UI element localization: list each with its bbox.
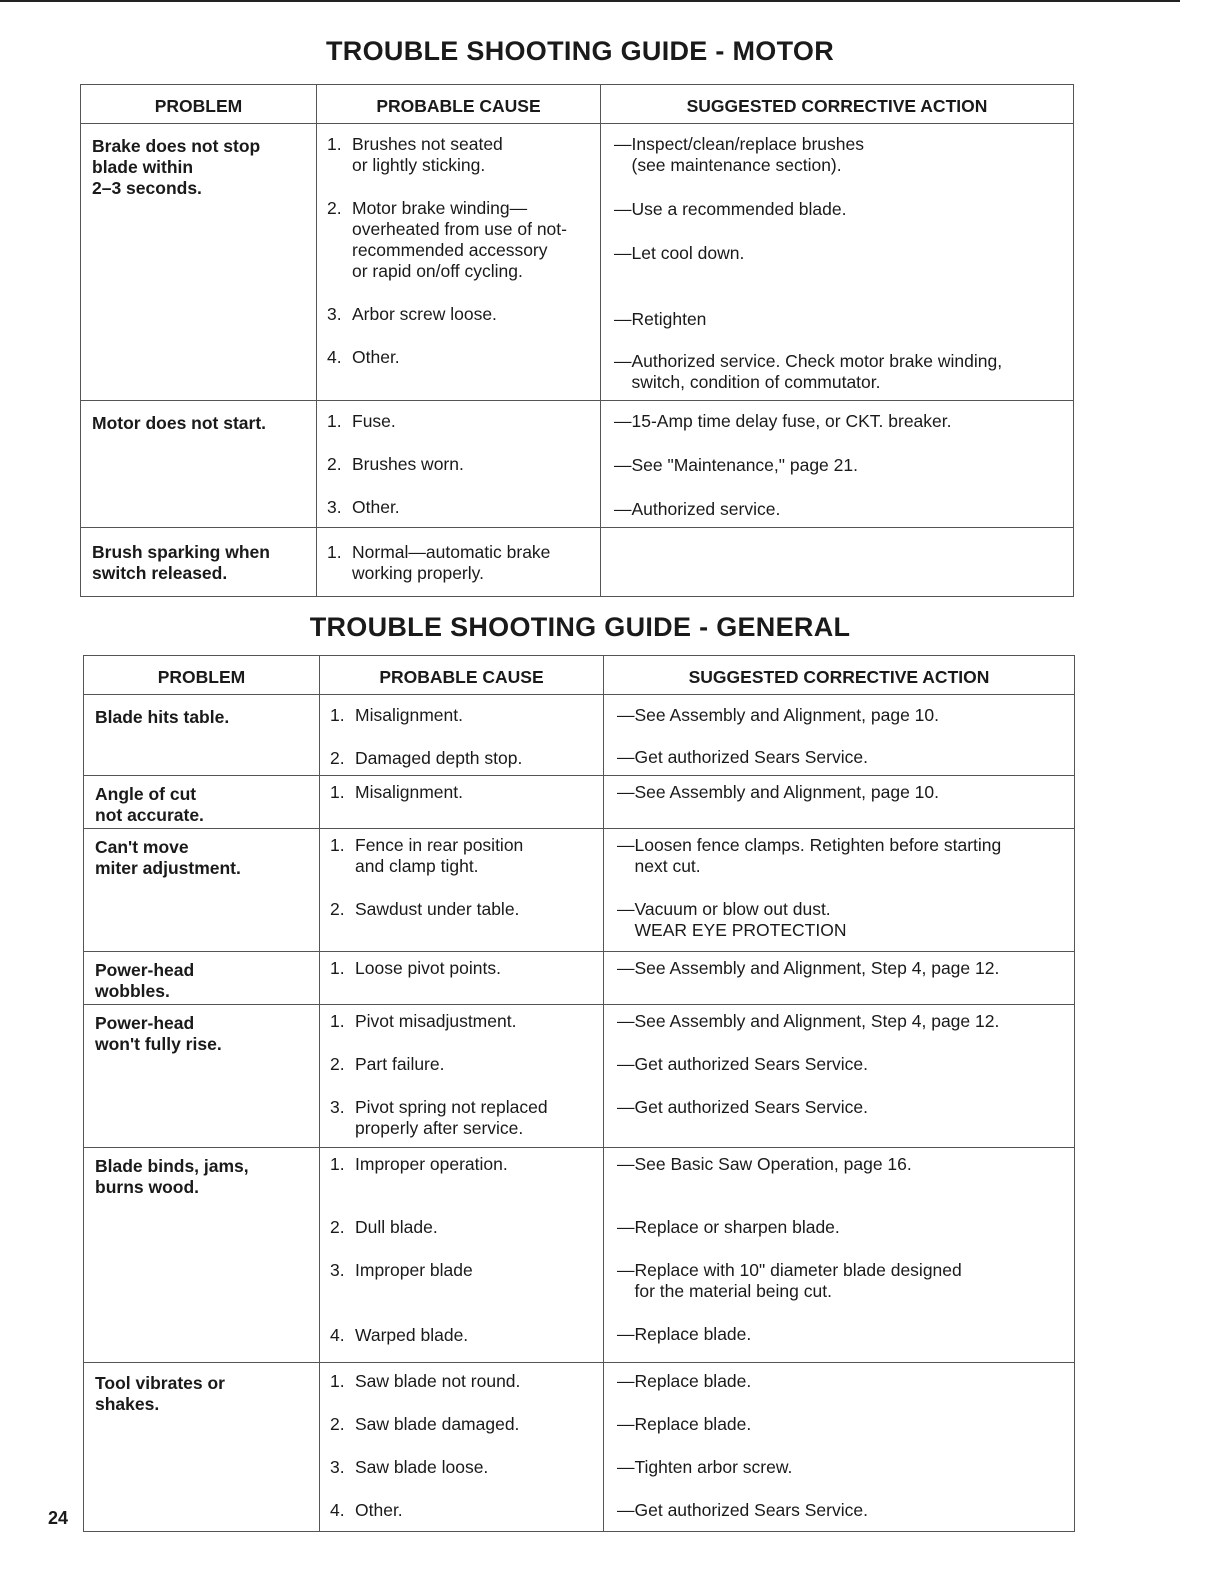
cause-text: Dull blade. <box>355 1217 438 1237</box>
cause-number: 2. <box>327 454 342 474</box>
cause-item <box>327 454 594 475</box>
cause-text: Misalignment. <box>355 782 463 802</box>
action-dash: — <box>617 1097 635 1117</box>
action-item <box>617 1097 1068 1118</box>
action-item <box>617 1260 1068 1302</box>
cause-text: Brushes not seated or lightly sticking. <box>352 134 503 175</box>
cause-text: Warped blade. <box>355 1325 469 1345</box>
cause-item <box>330 1054 597 1075</box>
cause-text: Pivot misadjustment. <box>355 1011 517 1031</box>
table-row <box>84 695 1075 776</box>
table-row <box>81 528 1074 597</box>
table-row <box>84 1005 1075 1148</box>
general-table <box>83 655 1075 1532</box>
action-text: Inspect/clean/replace brushes (see maintenance section). <box>631 134 864 175</box>
action-dash: — <box>617 835 635 855</box>
motor-header-action: SUGGESTED CORRECTIVE ACTION <box>601 85 1074 124</box>
cause-item <box>330 748 597 769</box>
action-text: Let cool down. <box>631 243 745 263</box>
action-text: Tighten arbor screw. <box>634 1457 793 1477</box>
motor-header-problem: PROBLEM <box>81 85 317 124</box>
action-item <box>614 134 1067 176</box>
action-item <box>614 499 1067 520</box>
action-text: Replace blade. <box>634 1324 752 1344</box>
cause-number: 1. <box>327 542 342 562</box>
action-dash: — <box>617 1011 635 1031</box>
cause-item <box>327 304 594 325</box>
action-item <box>617 1324 1068 1345</box>
table-row <box>84 1363 1075 1532</box>
action-dash: — <box>614 243 632 263</box>
action-dash: — <box>614 455 632 475</box>
action-text: See Assembly and Alignment, page 10. <box>634 782 940 802</box>
action-text: Get authorized Sears Service. <box>634 1054 868 1074</box>
cause-number: 3. <box>330 1260 345 1280</box>
action-text: See "Maintenance," page 21. <box>631 455 858 475</box>
motor-header-row <box>81 85 1074 124</box>
cause-item <box>330 899 597 920</box>
cause-item <box>330 1325 597 1346</box>
problem-text: Power-head wobbles. <box>95 960 195 1001</box>
cause-item <box>330 1260 597 1281</box>
general-header-problem: PROBLEM <box>84 656 320 695</box>
action-text: Use a recommended blade. <box>631 199 847 219</box>
action-item <box>617 1457 1068 1478</box>
action-dash: — <box>617 899 635 919</box>
action-text: Authorized service. <box>631 499 781 519</box>
action-dash: — <box>617 1054 635 1074</box>
cause-item <box>330 1371 597 1392</box>
action-text: Retighten <box>631 309 707 329</box>
action-item <box>617 1500 1068 1521</box>
problem-text: Angle of cut not accurate. <box>95 784 204 825</box>
problem-text: Brake does not stop blade within 2–3 seconds. <box>92 136 261 198</box>
table-row <box>84 952 1075 1005</box>
action-text: See Assembly and Alignment, Step 4, page 12. <box>634 958 1000 978</box>
motor-table <box>80 84 1074 597</box>
action-item <box>617 782 1068 803</box>
motor-section-title: TROUBLE SHOOTING GUIDE - MOTOR <box>326 36 834 66</box>
action-text: Get authorized Sears Service. <box>634 1500 868 1520</box>
action-dash: — <box>617 1371 635 1391</box>
cause-number: 3. <box>327 497 342 517</box>
action-item <box>614 309 1067 330</box>
cause-item <box>330 1011 597 1032</box>
cause-text: Fence in rear position and clamp tight. <box>355 835 524 876</box>
action-dash: — <box>617 1324 635 1344</box>
problem-text: Can't move miter adjustment. <box>95 837 241 878</box>
action-item <box>614 199 1067 220</box>
action-item <box>617 958 1068 979</box>
cause-item <box>327 134 594 176</box>
action-item <box>617 1011 1068 1032</box>
action-dash: — <box>617 1260 635 1280</box>
cause-text: Other. <box>352 347 400 367</box>
action-dash: — <box>617 747 635 767</box>
table-row <box>81 124 1074 401</box>
cause-item <box>330 1457 597 1478</box>
cause-number: 3. <box>327 304 342 324</box>
cause-text: Arbor screw loose. <box>352 304 497 324</box>
action-text: See Assembly and Alignment, page 10. <box>634 705 940 725</box>
cause-number: 2. <box>327 198 342 218</box>
action-dash: — <box>617 1500 635 1520</box>
motor-header-cause: PROBABLE CAUSE <box>317 85 601 124</box>
action-item <box>614 243 1067 264</box>
action-dash: — <box>617 958 635 978</box>
action-item <box>614 411 1067 432</box>
cause-number: 4. <box>327 347 342 367</box>
action-text: Get authorized Sears Service. <box>634 747 868 767</box>
table-row <box>84 1148 1075 1363</box>
action-item <box>617 835 1068 877</box>
action-dash: — <box>614 411 632 431</box>
cause-item <box>330 1500 597 1521</box>
cause-item <box>330 958 597 979</box>
cause-item <box>330 1217 597 1238</box>
cause-number: 4. <box>330 1500 345 1520</box>
cause-text: Sawdust under table. <box>355 899 520 919</box>
action-text: Replace blade. <box>634 1414 752 1434</box>
action-item <box>617 1054 1068 1075</box>
action-dash: — <box>617 782 635 802</box>
cause-number: 1. <box>330 705 345 725</box>
action-text: 15-Amp time delay fuse, or CKT. breaker. <box>631 411 952 431</box>
cause-text: Part failure. <box>355 1054 445 1074</box>
action-text: Vacuum or blow out dust. WEAR EYE PROTECTION <box>634 899 847 940</box>
problem-text: Brush sparking when switch released. <box>92 542 270 583</box>
cause-item <box>327 411 594 432</box>
cause-item <box>330 782 597 803</box>
cause-number: 1. <box>330 1371 345 1391</box>
action-dash: — <box>617 705 635 725</box>
cause-text: Misalignment. <box>355 705 463 725</box>
general-section-title: TROUBLE SHOOTING GUIDE - GENERAL <box>309 612 851 642</box>
problem-text: Tool vibrates or shakes. <box>95 1373 225 1414</box>
cause-item <box>330 705 597 726</box>
cause-number: 1. <box>330 835 345 855</box>
action-item <box>617 899 1068 941</box>
cause-text: Other. <box>355 1500 403 1520</box>
cause-number: 1. <box>330 1154 345 1174</box>
action-text: Get authorized Sears Service. <box>634 1097 868 1117</box>
problem-text: Power-head won't fully rise. <box>95 1013 222 1054</box>
cause-text: Improper blade <box>355 1260 473 1280</box>
cause-text: Other. <box>352 497 400 517</box>
cause-number: 2. <box>330 1414 345 1434</box>
action-item <box>617 1154 1068 1175</box>
cause-number: 2. <box>330 748 345 768</box>
cause-number: 1. <box>330 782 345 802</box>
general-header-cause: PROBABLE CAUSE <box>320 656 604 695</box>
action-dash: — <box>614 351 632 371</box>
cause-item <box>330 1414 597 1435</box>
action-text: Replace or sharpen blade. <box>634 1217 840 1237</box>
cause-item <box>327 497 594 518</box>
cause-number: 2. <box>330 899 345 919</box>
action-item <box>617 747 1068 768</box>
problem-text: Blade hits table. <box>95 707 230 727</box>
action-dash: — <box>617 1217 635 1237</box>
cause-text: Fuse. <box>352 411 396 431</box>
cause-text: Loose pivot points. <box>355 958 501 978</box>
cause-item <box>330 1097 597 1139</box>
action-text: Replace blade. <box>634 1371 752 1391</box>
cause-number: 2. <box>330 1217 345 1237</box>
cause-number: 1. <box>327 411 342 431</box>
action-text: Authorized service. Check motor brake winding, switch, condition of commutator. <box>631 351 1003 392</box>
table-row <box>84 776 1075 829</box>
cause-text: Brushes worn. <box>352 454 464 474</box>
action-item <box>617 1371 1068 1392</box>
cause-item <box>327 347 594 368</box>
action-text: Replace with 10" diameter blade designed for the material being cut. <box>634 1260 962 1301</box>
action-item <box>617 1414 1068 1435</box>
page-number: 24 <box>48 1508 69 1528</box>
top-rule <box>0 0 1180 2</box>
table-row <box>81 401 1074 528</box>
cause-number: 1. <box>330 958 345 978</box>
action-dash: — <box>614 199 632 219</box>
action-item <box>614 455 1067 476</box>
action-item <box>614 351 1067 393</box>
cause-text: Saw blade not round. <box>355 1371 521 1391</box>
cause-number: 4. <box>330 1325 345 1345</box>
cause-number: 1. <box>327 134 342 154</box>
cause-item <box>327 542 594 584</box>
cause-text: Saw blade loose. <box>355 1457 489 1477</box>
action-item <box>617 705 1068 726</box>
cause-item <box>327 198 594 282</box>
general-header-row <box>84 656 1075 695</box>
cause-text: Saw blade damaged. <box>355 1414 520 1434</box>
cause-number: 3. <box>330 1097 345 1117</box>
cause-text: Pivot spring not replaced properly after service. <box>355 1097 548 1138</box>
cause-number: 2. <box>330 1054 345 1074</box>
action-text: Loosen fence clamps. Retighten before starting next cut. <box>634 835 1002 876</box>
general-header-action: SUGGESTED CORRECTIVE ACTION <box>604 656 1075 695</box>
table-row <box>84 829 1075 952</box>
action-item <box>617 1217 1068 1238</box>
empty-action-cell <box>601 528 1074 597</box>
cause-number: 1. <box>330 1011 345 1031</box>
action-text: See Basic Saw Operation, page 16. <box>634 1154 912 1174</box>
action-dash: — <box>617 1414 635 1434</box>
cause-text: Improper operation. <box>355 1154 508 1174</box>
cause-text: Normal—automatic brake working properly. <box>352 542 551 583</box>
problem-text: Motor does not start. <box>92 413 267 433</box>
action-dash: — <box>614 499 632 519</box>
cause-text: Damaged depth stop. <box>355 748 523 768</box>
cause-item <box>330 1154 597 1175</box>
action-dash: — <box>614 134 632 154</box>
cause-item <box>330 835 597 877</box>
cause-number: 3. <box>330 1457 345 1477</box>
cause-text: Motor brake winding— overheated from use of not- recommended accessory or rapid on/off cycling. <box>352 198 567 281</box>
action-dash: — <box>614 309 632 329</box>
action-text: See Assembly and Alignment, Step 4, page 12. <box>634 1011 1000 1031</box>
action-dash: — <box>617 1154 635 1174</box>
problem-text: Blade binds, jams, burns wood. <box>95 1156 249 1197</box>
action-dash: — <box>617 1457 635 1477</box>
